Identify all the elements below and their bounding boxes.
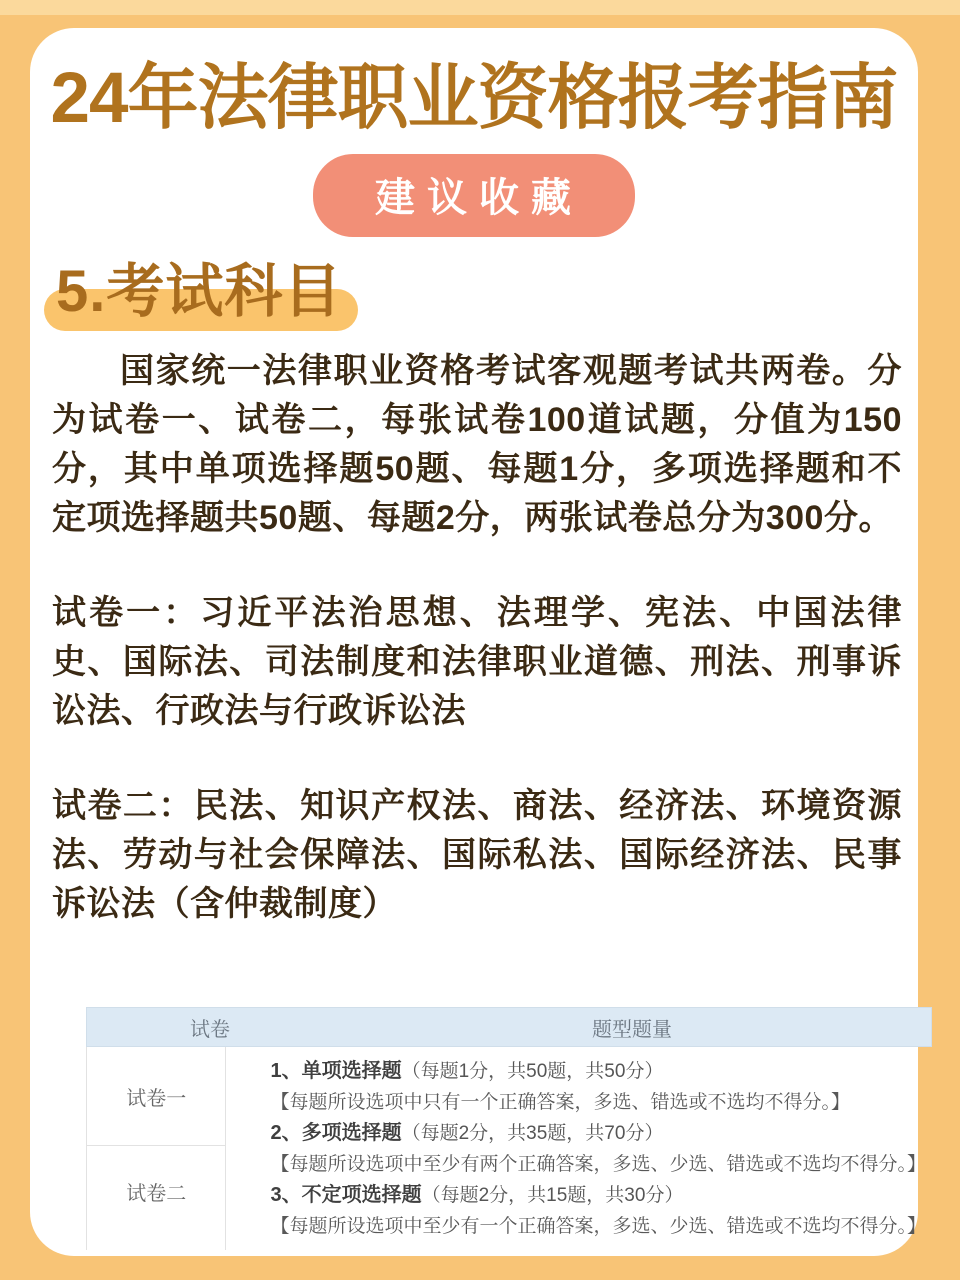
paper2-subjects: 民法、知识产权法、商法、经济法、环境资源法、劳动与社会保障法、国际私法、国际经济法、民事诉讼法（含仲裁制度） xyxy=(52,787,903,923)
question-type-label: 2、多项选择题 xyxy=(270,1122,402,1144)
paper1-subjects: 习近平法治思想、法理学、宪法、中国法律史、国际法、司法制度和法律职业道德、刑法、刑事诉讼法、行政法与行政诉讼法 xyxy=(52,594,903,730)
section-heading xyxy=(56,261,342,323)
table-line-note: 【每题所设选项中至少有两个正确答案，多选、少选、错选或不选均不得分。】 xyxy=(270,1153,926,1175)
table-header-row xyxy=(86,1007,932,1047)
frame-top-light-strip xyxy=(0,0,960,15)
bookmark-badge: 建议收藏 xyxy=(313,154,635,237)
section-heading-text: 5.考试科目 xyxy=(56,259,343,324)
table-cell-paper1: 试卷一 xyxy=(87,1047,225,1146)
table-cell-paper2: 试卷二 xyxy=(126,1183,187,1205)
table-line-item xyxy=(270,1180,926,1212)
table-body xyxy=(86,1047,932,1250)
table-question-column xyxy=(226,1047,932,1250)
paper2-paragraph xyxy=(52,782,902,929)
page-title: 24年法律职业资格报考指南 xyxy=(50,59,898,138)
question-type-detail: （每题2分，共15题，共30分） xyxy=(421,1185,684,1206)
intro-paragraph: 国家统一法律职业资格考试客观题考试共两卷。分为试卷一、试卷二，每张试卷100道试题，分值为150分，其中单项选择题50题、每题1分，多项选择题和不定项选择题共50题、每题2分，两张试卷总分为300分。 xyxy=(52,352,902,537)
content-card xyxy=(30,28,926,1256)
paper2-label: 试卷二： xyxy=(52,787,194,825)
table-line-item xyxy=(270,1056,926,1088)
body-content xyxy=(30,347,926,1250)
table-header-paper: 试卷 xyxy=(190,1018,230,1041)
table-line-note: 【每题所设选项中只有一个正确答案，多选、错选或不选均不得分。】 xyxy=(270,1091,850,1113)
paper1-label: 试卷一： xyxy=(52,594,201,632)
exam-structure-table xyxy=(86,1007,932,1250)
question-type-detail: （每题1分，共50题，共50分） xyxy=(401,1061,664,1082)
question-type-detail: （每题2分，共35题，共70分） xyxy=(401,1123,664,1144)
table-header-question-types: 题型题量 xyxy=(592,1018,672,1041)
question-type-label: 1、单项选择题 xyxy=(270,1060,402,1082)
paper1-paragraph xyxy=(52,589,902,736)
question-type-label: 3、不定项选择题 xyxy=(270,1184,422,1206)
table-line-item xyxy=(270,1118,926,1150)
table-paper-column xyxy=(87,1047,226,1250)
table-line-note: 【每题所设选项中至少有一个正确答案，多选、少选、错选或不选均不得分。】 xyxy=(270,1215,926,1237)
